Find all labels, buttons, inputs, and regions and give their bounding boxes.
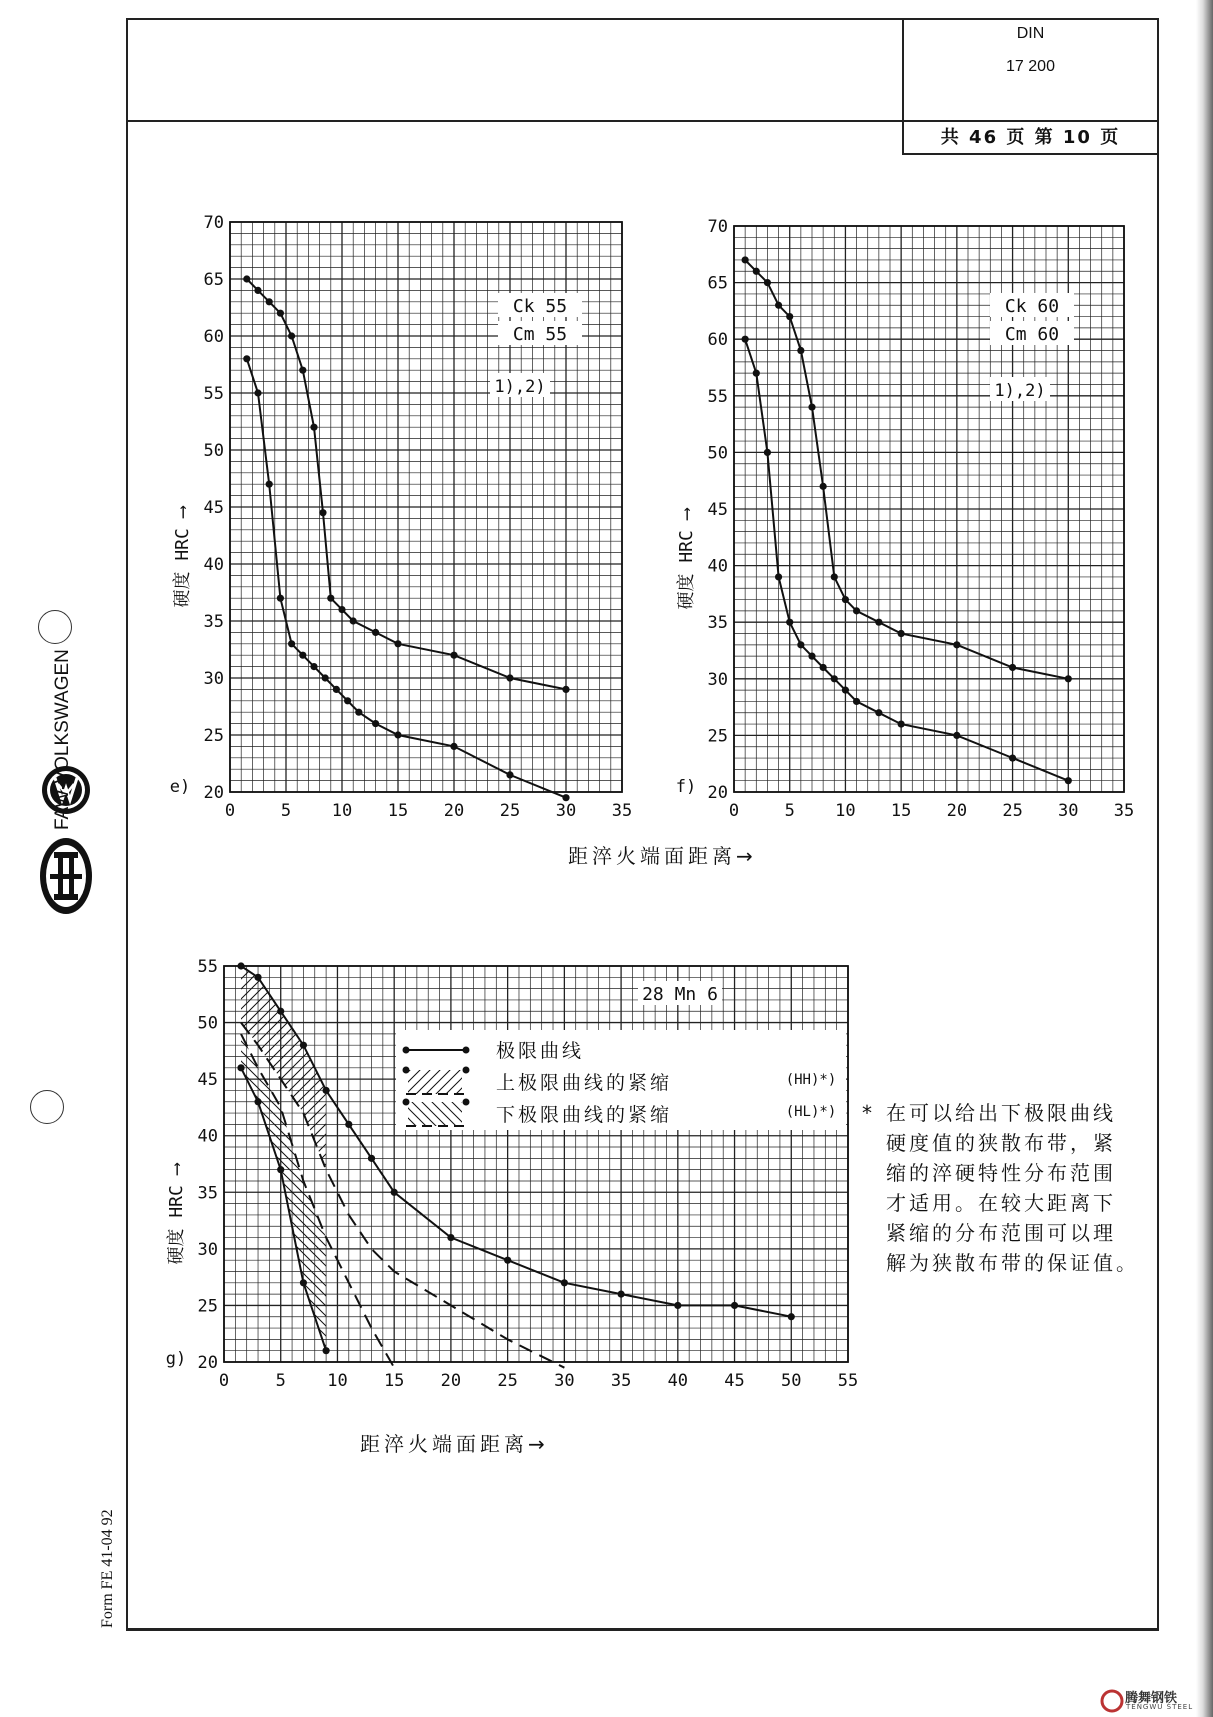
y-tick-label: 25 (203, 726, 224, 746)
data-point (350, 617, 357, 624)
data-point (775, 302, 782, 309)
data-point (731, 1302, 738, 1309)
note-line: 紧缩的分布范围可以理 (886, 1221, 1116, 1245)
data-point (820, 664, 827, 671)
data-point (506, 674, 513, 681)
grade-label: Cm 55 (512, 324, 568, 345)
panel-label: e) (169, 777, 191, 797)
x-tick-label: 25 (1002, 801, 1023, 821)
data-point (786, 619, 793, 626)
data-point (394, 731, 401, 738)
data-point (266, 481, 273, 488)
data-point (300, 1042, 307, 1049)
data-point (266, 298, 273, 305)
form-number: Form FE 41-04 92 (99, 1509, 116, 1628)
distance-caption-top: 距淬火端面距离→ (568, 844, 757, 868)
data-point (277, 595, 284, 602)
brand-name: FAW-VOLKSWAGEN (52, 649, 73, 830)
data-point (345, 1121, 352, 1128)
legend-swatch (408, 1070, 462, 1094)
page-number: 共 46 页 第 10 页 (940, 127, 1121, 148)
data-point (898, 720, 905, 727)
x-tick-label: 35 (1113, 801, 1135, 821)
x-tick-label: 5 (275, 1371, 286, 1391)
chart-f (734, 226, 1124, 792)
data-point (391, 1189, 398, 1196)
y-tick-label: 45 (197, 1070, 218, 1091)
legend-label: 上极限曲线的紧缩 (496, 1072, 673, 1094)
grade-label: Ck 60 (1004, 296, 1060, 317)
x-tick-label: 10 (835, 801, 856, 821)
x-tick-label: 35 (611, 801, 633, 821)
data-point (237, 962, 244, 969)
data-point (254, 1098, 261, 1105)
legend-dot (403, 1047, 410, 1054)
data-point (953, 641, 960, 648)
y-tick-label: 30 (197, 1239, 218, 1260)
data-point (788, 1313, 795, 1320)
data-point (288, 332, 295, 339)
note-line: 解为狭散布带的保证值。 (886, 1251, 1139, 1275)
data-point (797, 641, 804, 648)
data-point (299, 367, 306, 374)
data-point (764, 279, 771, 286)
footnote-label: 1),2) (494, 377, 546, 397)
data-point (1065, 675, 1072, 682)
legend-label: 下极限曲线的紧缩 (496, 1104, 673, 1126)
x-tick-label: 25 (497, 1371, 518, 1391)
data-point (372, 720, 379, 727)
data-point (842, 596, 849, 603)
y-tick-label: 30 (707, 669, 728, 690)
x-tick-label: 30 (554, 1371, 575, 1391)
panel-label: f) (675, 777, 697, 797)
data-point (753, 268, 760, 275)
stamp-sub: TENGWU STEEL (1126, 1703, 1194, 1711)
x-tick-label: 5 (784, 801, 795, 821)
x-tick-label: 0 (218, 1371, 230, 1391)
y-tick-label: 60 (707, 330, 728, 351)
data-point (853, 698, 860, 705)
chart-g (224, 962, 848, 1367)
note-line: 硬度值的狭散布带，紧 (886, 1131, 1116, 1155)
data-point (764, 449, 771, 456)
data-point (299, 652, 306, 659)
y-tick-label: 35 (707, 613, 728, 634)
data-point (277, 1008, 284, 1015)
footnote-label: 1),2) (994, 381, 1046, 401)
data-point (875, 619, 882, 626)
x-tick-label: 15 (383, 1371, 405, 1391)
data-point (1009, 664, 1016, 671)
y-tick-label: 30 (203, 669, 224, 689)
data-point (277, 1166, 284, 1173)
data-point (742, 256, 749, 263)
x-tick-label: 40 (667, 1371, 689, 1391)
legend-dot (463, 1067, 470, 1074)
data-point (327, 595, 334, 602)
distance-caption-bottom: 距淬火端面距离→ (360, 1432, 549, 1456)
data-point (243, 355, 250, 362)
data-point (831, 675, 838, 682)
grade-label: 28 Mn 6 (642, 984, 718, 1005)
y-tick-label: 50 (197, 1013, 218, 1034)
data-point (368, 1155, 375, 1162)
x-tick-label: 15 (387, 801, 409, 821)
data-point (808, 653, 815, 660)
data-point (450, 652, 457, 659)
legend-dot (463, 1099, 470, 1106)
x-tick-label: 20 (440, 1371, 462, 1391)
y-tick-label: 55 (197, 957, 218, 977)
data-point (254, 389, 261, 396)
data-point (333, 686, 340, 693)
stamp-icon (1102, 1691, 1122, 1711)
legend-swatch (408, 1102, 462, 1126)
y-tick-label: 40 (707, 556, 728, 577)
y-tick-label: 35 (203, 612, 224, 632)
data-point (237, 1064, 244, 1071)
x-tick-label: 25 (499, 801, 521, 821)
data-point (254, 974, 261, 981)
data-point (808, 404, 815, 411)
y-tick-label: 65 (707, 273, 728, 294)
note-line: 才适用。在较大距离下 (886, 1191, 1116, 1215)
data-point (338, 606, 345, 613)
x-tick-label: 10 (331, 801, 353, 821)
y-tick-label: 70 (707, 217, 728, 237)
y-tick-label: 50 (203, 441, 224, 461)
x-tick-label: 35 (610, 1371, 632, 1391)
data-point (953, 732, 960, 739)
x-tick-label: 0 (224, 801, 236, 821)
legend-dot (463, 1047, 470, 1054)
y-tick-label: 20 (707, 783, 728, 803)
data-point (1009, 754, 1016, 761)
x-tick-label: 45 (724, 1371, 745, 1391)
data-point (288, 640, 295, 647)
y-tick-label: 55 (707, 386, 728, 407)
y-tick-label: 20 (197, 1353, 218, 1373)
data-point (820, 483, 827, 490)
data-point (322, 674, 329, 681)
data-point (310, 663, 317, 670)
data-point (450, 743, 457, 750)
data-point (842, 687, 849, 694)
data-point (323, 1087, 330, 1094)
data-point (797, 347, 804, 354)
x-tick-label: 30 (555, 801, 577, 821)
data-point (323, 1347, 330, 1354)
data-point (394, 640, 401, 647)
y-tick-label: 25 (707, 726, 728, 747)
footnote-text (862, 1098, 1162, 1278)
x-tick-label: 20 (443, 801, 465, 821)
data-point (742, 336, 749, 343)
data-point (775, 573, 782, 580)
panel-label: g) (165, 1349, 187, 1369)
data-point (310, 424, 317, 431)
legend-label: 极限曲线 (496, 1040, 585, 1062)
data-point (300, 1279, 307, 1286)
series-line-lower (247, 359, 566, 798)
data-point (674, 1302, 681, 1309)
data-point (254, 287, 261, 294)
din-number: 17 200 (1006, 58, 1055, 75)
y-tick-label: 40 (203, 555, 224, 575)
data-point (561, 1279, 568, 1286)
data-point (753, 370, 760, 377)
legend-code: (HL)*) (785, 1104, 837, 1120)
data-point (372, 629, 379, 636)
y-tick-label: 45 (203, 498, 224, 518)
y-axis-label: 硬度 HRC ⟶ (166, 1163, 187, 1265)
x-tick-label: 20 (946, 801, 968, 821)
x-tick-label: 30 (1058, 801, 1079, 821)
y-tick-label: 55 (203, 384, 224, 404)
data-point (617, 1291, 624, 1298)
y-tick-label: 35 (197, 1183, 218, 1204)
note-line: 在可以给出下极限曲线 (886, 1101, 1116, 1125)
data-point (853, 607, 860, 614)
y-tick-label: 70 (203, 213, 224, 233)
x-tick-label: 0 (728, 801, 740, 821)
data-point (243, 275, 250, 282)
din-label: DIN (1016, 25, 1045, 42)
data-point (875, 709, 882, 716)
x-tick-label: 55 (837, 1371, 859, 1391)
data-point (831, 573, 838, 580)
x-tick-label: 10 (327, 1371, 348, 1391)
grade-label: Ck 55 (512, 296, 568, 317)
x-tick-label: 15 (890, 801, 912, 821)
grade-label: Cm 60 (1004, 324, 1060, 345)
legend-code: (HH)*) (785, 1072, 837, 1088)
data-point (319, 509, 326, 516)
y-tick-label: 45 (707, 500, 728, 520)
footnote-star: * (862, 1101, 875, 1125)
y-tick-label: 50 (707, 443, 728, 464)
data-point (504, 1257, 511, 1264)
data-point (562, 686, 569, 693)
note-line: 缩的淬硬特性分布范围 (886, 1161, 1116, 1185)
series-line-lower (745, 339, 1068, 781)
y-tick-label: 60 (203, 327, 224, 347)
y-tick-label: 65 (203, 270, 224, 290)
data-point (898, 630, 905, 637)
legend-dot (403, 1099, 410, 1106)
y-axis-label: 硬度 HRC ⟶ (172, 506, 193, 608)
data-point (1065, 777, 1072, 784)
data-point (506, 771, 513, 778)
legend-dot (403, 1067, 410, 1074)
data-point (786, 313, 793, 320)
data-point (277, 310, 284, 317)
x-tick-label: 5 (280, 801, 292, 821)
data-point (344, 697, 351, 704)
y-axis-label: 硬度 HRC ⟶ (676, 508, 697, 610)
data-point (355, 709, 362, 716)
y-tick-label: 40 (197, 1126, 218, 1147)
y-tick-label: 20 (203, 783, 224, 803)
data-point (447, 1234, 454, 1241)
x-tick-label: 50 (781, 1371, 802, 1391)
stamp-name: 腾舞钢铁 (1125, 1691, 1178, 1706)
y-tick-label: 25 (197, 1296, 218, 1317)
